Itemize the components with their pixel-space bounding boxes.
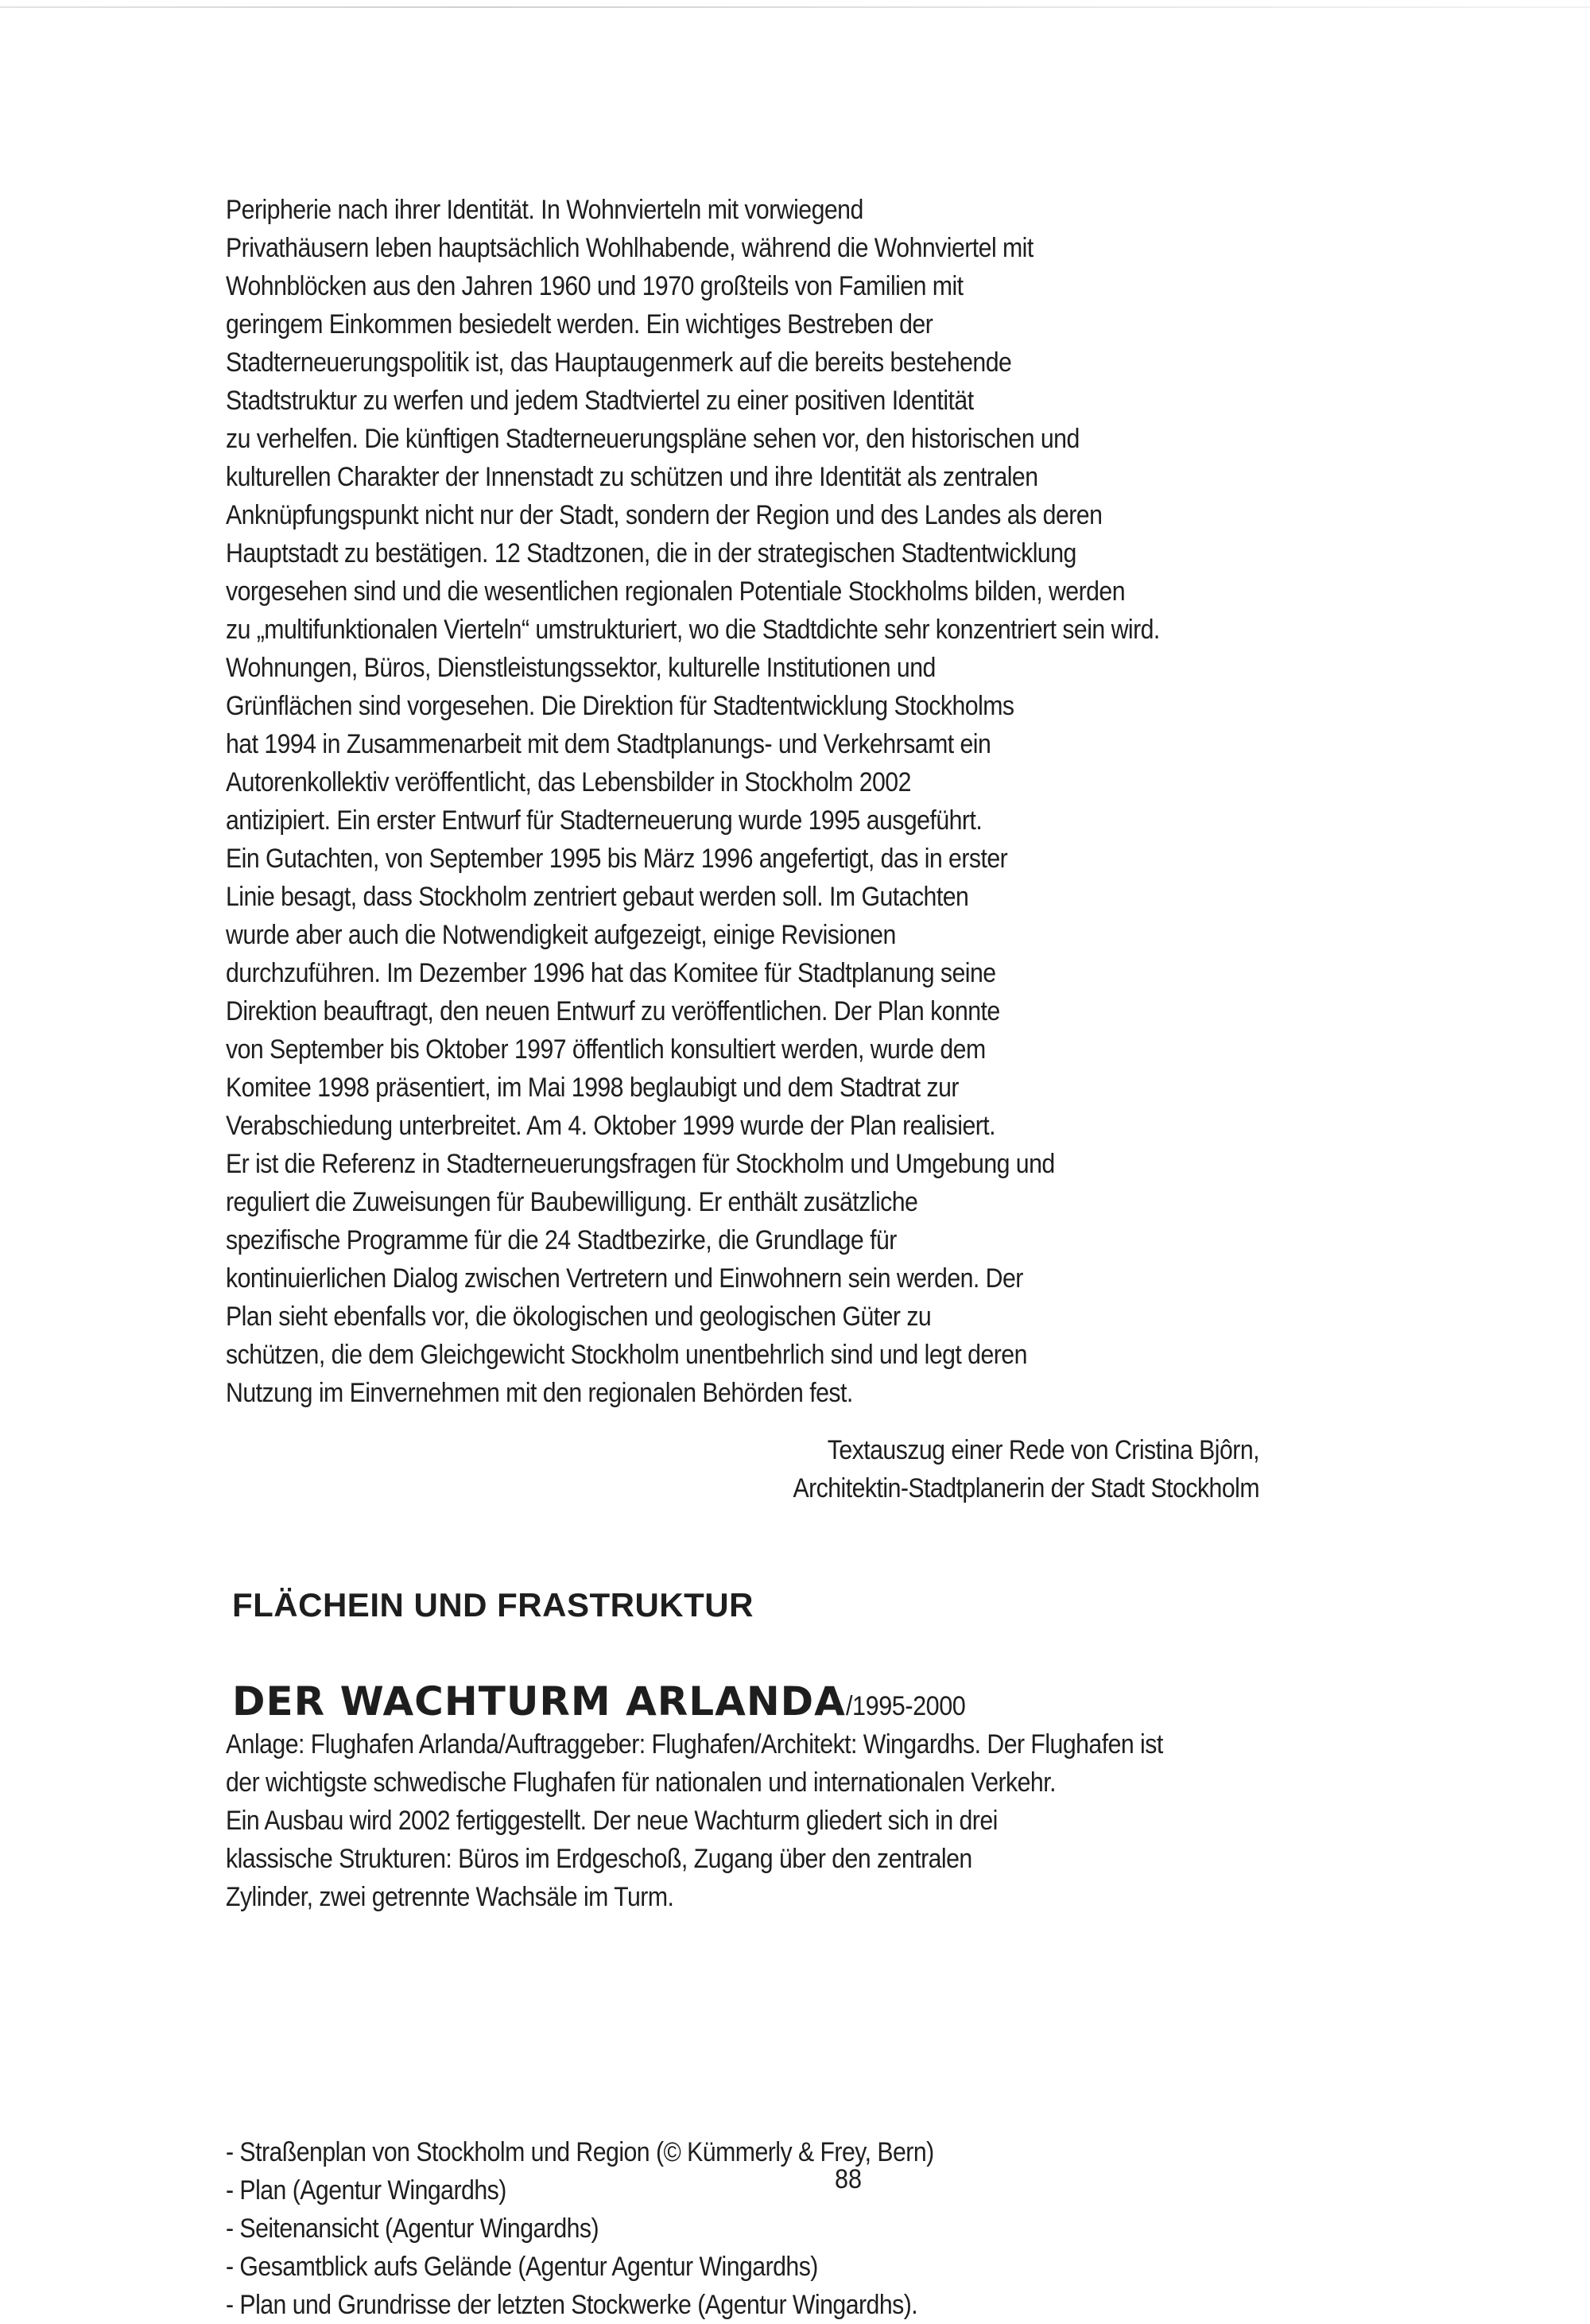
list-item: - Seitenansicht (Agentur Wingardhs): [226, 2213, 599, 2244]
main-text-line: Peripherie nach ihrer Identität. In Wohnvierteln mit vorwiegend: [226, 195, 863, 225]
main-text-line: Ein Gutachten, von September 1995 bis März 1996 angefertigt, das in erster: [226, 844, 1008, 874]
main-text-line: Wohnungen, Büros, Dienstleistungssektor, kulturelle Institutionen und: [226, 653, 936, 683]
main-text-line: Anknüpfungspunkt nicht nur der Stadt, sondern der Region und des Landes als deren: [226, 500, 1103, 530]
main-text-line: Hauptstadt zu bestätigen. 12 Stadtzonen, die in der strategischen Stadtentwicklung: [226, 538, 1076, 568]
main-text-line: zu „multifunktionalen Vierteln“ umstrukturiert, wo die Stadtdichte sehr konzentriert sein wird.: [226, 615, 1160, 645]
main-text-line: Verabschiedung unterbreitet. Am 4. Oktober 1999 wurde der Plan realisiert.: [226, 1111, 996, 1141]
main-text-line: reguliert die Zuweisungen für Baubewilligung. Er enthält zusätzliche: [226, 1187, 918, 1217]
main-text-line: vorgesehen sind und die wesentlichen regionalen Potentiale Stockholms bilden, werden: [226, 576, 1126, 607]
main-text-line: Nutzung im Einvernehmen mit den regionalen Behörden fest.: [226, 1378, 853, 1408]
project-description-line: der wichtigste schwedische Flughafen für nationalen und internationalen Verkehr.: [226, 1767, 1056, 1798]
project-description: [226, 1725, 1278, 1916]
list-item: - Straßenplan von Stockholm und Region (© Kümmerly & Frey, Bern): [226, 2137, 934, 2167]
main-text-line: Komitee 1998 präsentiert, im Mai 1998 beglaubigt und dem Stadtrat zur: [226, 1073, 959, 1103]
page-number: 88: [835, 2164, 863, 2194]
list-item: - Gesamtblick aufs Gelände (Agentur Agentur Wingardhs): [226, 2252, 818, 2282]
main-text-block: [226, 191, 1339, 1412]
project-description-line: klassische Strukturen: Büros im Erdgeschoß, Zugang über den zentralen: [226, 1844, 972, 1874]
top-edge-rule: [0, 6, 1590, 8]
main-text-line: Autorenkollektiv veröffentlicht, das Lebensbilder in Stockholm 2002: [226, 767, 911, 797]
project-description-line: Ein Ausbau wird 2002 fertiggestellt. Der neue Wachturm gliedert sich in drei: [226, 1806, 998, 1836]
project-description-line: Anlage: Flughafen Arlanda/Auftraggeber: Flughafen/Architekt: Wingardhs. Der Flughafen ist: [226, 1729, 1163, 1759]
image-credits-list: [226, 2133, 1022, 2324]
main-text-line: hat 1994 in Zusammenarbeit mit dem Stadtplanungs- und Verkehrsamt ein: [226, 729, 991, 759]
main-text-line: kulturellen Charakter der Innenstadt zu schützen und ihre Identität als zentralen: [226, 462, 1038, 492]
main-text-line: Wohnblöcken aus den Jahren 1960 und 1970 großteils von Familien mit: [226, 271, 964, 301]
quote-attribution-line: Textauszug einer Rede von Cristina Bjôrn,: [827, 1435, 1259, 1465]
main-text-line: antizipiert. Ein erster Entwurf für Stadterneuerung wurde 1995 ausgeführt.: [226, 805, 983, 836]
quote-attribution-line: Architektin-Stadtplanerin der Stadt Stockholm: [793, 1473, 1259, 1503]
main-text-line: Stadtstruktur zu werfen und jedem Stadtviertel zu einer positiven Identität: [226, 386, 974, 416]
main-text-line: kontinuierlichen Dialog zwischen Vertretern und Einwohnern sein werden. Der: [226, 1263, 1023, 1294]
section-heading: FLÄCHEIN UND FRASTRUKTUR: [232, 1586, 754, 1624]
main-text-line: Privathäusern leben hauptsächlich Wohlhabende, während die Wohnviertel mit: [226, 233, 1034, 263]
project-description-line: Zylinder, zwei getrennte Wachsäle im Turm.: [226, 1882, 674, 1912]
quote-attribution: [226, 1431, 1259, 1507]
main-text-line: durchzuführen. Im Dezember 1996 hat das Komitee für Stadtplanung seine: [226, 958, 996, 988]
project-years: /1995-2000: [845, 1691, 966, 1721]
main-text-line: Grünflächen sind vorgesehen. Die Direktion für Stadtentwicklung Stockholms: [226, 691, 1014, 721]
main-text-line: Linie besagt, dass Stockholm zentriert gebaut werden soll. Im Gutachten: [226, 882, 969, 912]
main-text-line: Er ist die Referenz in Stadterneuerungsfragen für Stockholm und Umgebung und: [226, 1149, 1055, 1179]
main-text-line: von September bis Oktober 1997 öffentlich konsultiert werden, wurde dem: [226, 1034, 986, 1065]
main-text-line: Plan sieht ebenfalls vor, die ökologischen und geologischen Güter zu: [226, 1302, 932, 1332]
main-text-line: geringem Einkommen besiedelt werden. Ein wichtiges Bestreben der: [226, 309, 933, 339]
project-name: DER WACHTURM ARLANDA: [232, 1678, 846, 1725]
main-text-line: schützen, die dem Gleichgewicht Stockholm unentbehrlich sind und legt deren: [226, 1340, 1027, 1370]
main-text-line: zu verhelfen. Die künftigen Stadterneuerungspläne sehen vor, den historischen und: [226, 424, 1080, 454]
main-text-line: wurde aber auch die Notwendigkeit aufgezeigt, einige Revisionen: [226, 920, 896, 950]
main-text-line: Direktion beauftragt, den neuen Entwurf zu veröffentlichen. Der Plan konnte: [226, 996, 1000, 1026]
list-item: - Plan und Grundrisse der letzten Stockwerke (Agentur Wingardhs).: [226, 2290, 918, 2320]
main-text-line: spezifische Programme für die 24 Stadtbezirke, die Grundlage für: [226, 1225, 897, 1255]
main-text-line: Stadterneuerungspolitik ist, das Hauptaugenmerk auf die bereits bestehende: [226, 347, 1012, 378]
list-item: - Plan (Agentur Wingardhs): [226, 2175, 506, 2206]
